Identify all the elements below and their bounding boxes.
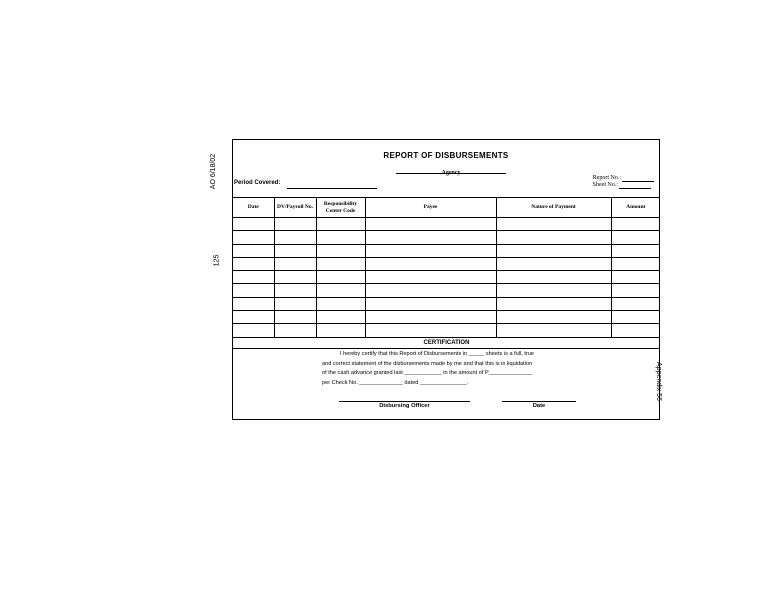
table-cell[interactable] — [316, 271, 365, 284]
side-label-page: 125 — [213, 254, 221, 267]
date-signature — [502, 401, 576, 409]
table-cell[interactable] — [274, 231, 316, 244]
agency-label: Agency — [441, 170, 461, 176]
table-cell[interactable] — [365, 271, 496, 284]
table-cell[interactable] — [274, 311, 316, 324]
table-cell[interactable] — [316, 324, 365, 337]
sheet-no-label: Sheet No.: — [592, 182, 618, 188]
table-row — [233, 244, 660, 257]
side-label-appendix: Appendix 56 — [654, 362, 662, 401]
certification-line-3: of the cash advance granted last ____________ in the amount of P______________ — [322, 370, 533, 376]
table-row — [233, 324, 660, 337]
table-cell[interactable] — [496, 271, 611, 284]
table-cell[interactable] — [233, 284, 274, 297]
form-title: REPORT OF DISBURSEMENTS — [383, 151, 509, 160]
table-cell[interactable] — [611, 284, 660, 297]
table-cell[interactable] — [496, 324, 611, 337]
table-cell[interactable] — [316, 257, 365, 270]
table-cell[interactable] — [496, 231, 611, 244]
table-cell[interactable] — [365, 297, 496, 310]
table-cell[interactable] — [274, 271, 316, 284]
table-cell[interactable] — [274, 218, 316, 231]
table-cell[interactable] — [365, 218, 496, 231]
table-cell[interactable] — [274, 257, 316, 270]
table-row — [233, 284, 660, 297]
table-cell[interactable] — [316, 244, 365, 257]
table-header-row — [233, 198, 660, 218]
table-cell[interactable] — [316, 297, 365, 310]
table-cell[interactable] — [316, 231, 365, 244]
table-cell[interactable] — [496, 257, 611, 270]
table-row — [233, 297, 660, 310]
table-cell[interactable] — [611, 271, 660, 284]
table-cell[interactable] — [233, 244, 274, 257]
table-row — [233, 257, 660, 270]
report-meta — [593, 175, 654, 189]
table-cell[interactable] — [274, 244, 316, 257]
disbursement-table — [233, 197, 660, 338]
col-amount: Amount — [611, 198, 660, 218]
table-cell[interactable] — [611, 218, 660, 231]
certification-line-2: and correct statement of the disbursements made by me and that this is in liquidation — [322, 360, 533, 367]
table-cell[interactable] — [496, 218, 611, 231]
table-cell[interactable] — [496, 284, 611, 297]
table-cell[interactable] — [611, 244, 660, 257]
period-covered-field[interactable] — [287, 188, 377, 189]
disbursing-officer-signature — [339, 401, 470, 409]
sheet-no-field[interactable] — [619, 182, 651, 189]
table-cell[interactable] — [233, 218, 274, 231]
signature-line[interactable] — [339, 401, 470, 402]
table-cell[interactable] — [233, 271, 274, 284]
disbursing-officer-label: Disbursing Officer — [379, 403, 430, 409]
report-no-field[interactable] — [622, 175, 654, 182]
table-cell[interactable] — [274, 284, 316, 297]
table-cell[interactable] — [274, 297, 316, 310]
date-line[interactable] — [502, 401, 576, 402]
table-cell[interactable] — [611, 311, 660, 324]
table-row — [233, 218, 660, 231]
table-cell[interactable] — [233, 324, 274, 337]
table-cell[interactable] — [316, 218, 365, 231]
table-cell[interactable] — [611, 324, 660, 337]
col-date: Date — [233, 198, 274, 218]
table-cell[interactable] — [496, 297, 611, 310]
table-cell[interactable] — [233, 297, 274, 310]
table-cell[interactable] — [611, 231, 660, 244]
col-responsibility-center: Responsibility Center Code — [316, 198, 365, 218]
table-cell[interactable] — [496, 244, 611, 257]
certification-line-1: I hereby certify that this Report of Disbursements in _____ sheets is a full, true — [340, 351, 535, 357]
period-covered-label: Period Covered: — [234, 180, 281, 186]
table-cell[interactable] — [365, 257, 496, 270]
col-nature-of-payment: Nature of Payment — [496, 198, 611, 218]
table-cell[interactable] — [233, 231, 274, 244]
table-cell[interactable] — [365, 284, 496, 297]
table-cell[interactable] — [233, 257, 274, 270]
disbursement-form — [232, 139, 660, 420]
table-cell[interactable] — [316, 311, 365, 324]
certification-text — [322, 350, 592, 388]
table-row — [233, 231, 660, 244]
col-payee: Payee — [365, 198, 496, 218]
date-label: Date — [532, 403, 546, 409]
table-cell[interactable] — [496, 311, 611, 324]
table-cell[interactable] — [365, 311, 496, 324]
col-dv-payroll: DV/Payroll No. — [274, 198, 316, 218]
table-row — [233, 271, 660, 284]
table-cell[interactable] — [365, 324, 496, 337]
report-no-label: Report No.: — [592, 175, 621, 181]
table-cell[interactable] — [611, 257, 660, 270]
table-cell[interactable] — [316, 284, 365, 297]
certification-line-4: per Check No. ______________ dated _______________. — [322, 379, 469, 386]
table-cell[interactable] — [274, 324, 316, 337]
certification-heading: CERTIFICATION — [233, 337, 660, 349]
side-label-ao: AO 6/18/02 — [210, 153, 218, 190]
table-cell[interactable] — [365, 244, 496, 257]
table-row — [233, 311, 660, 324]
table-cell[interactable] — [611, 297, 660, 310]
table-cell[interactable] — [233, 311, 274, 324]
table-cell[interactable] — [365, 231, 496, 244]
